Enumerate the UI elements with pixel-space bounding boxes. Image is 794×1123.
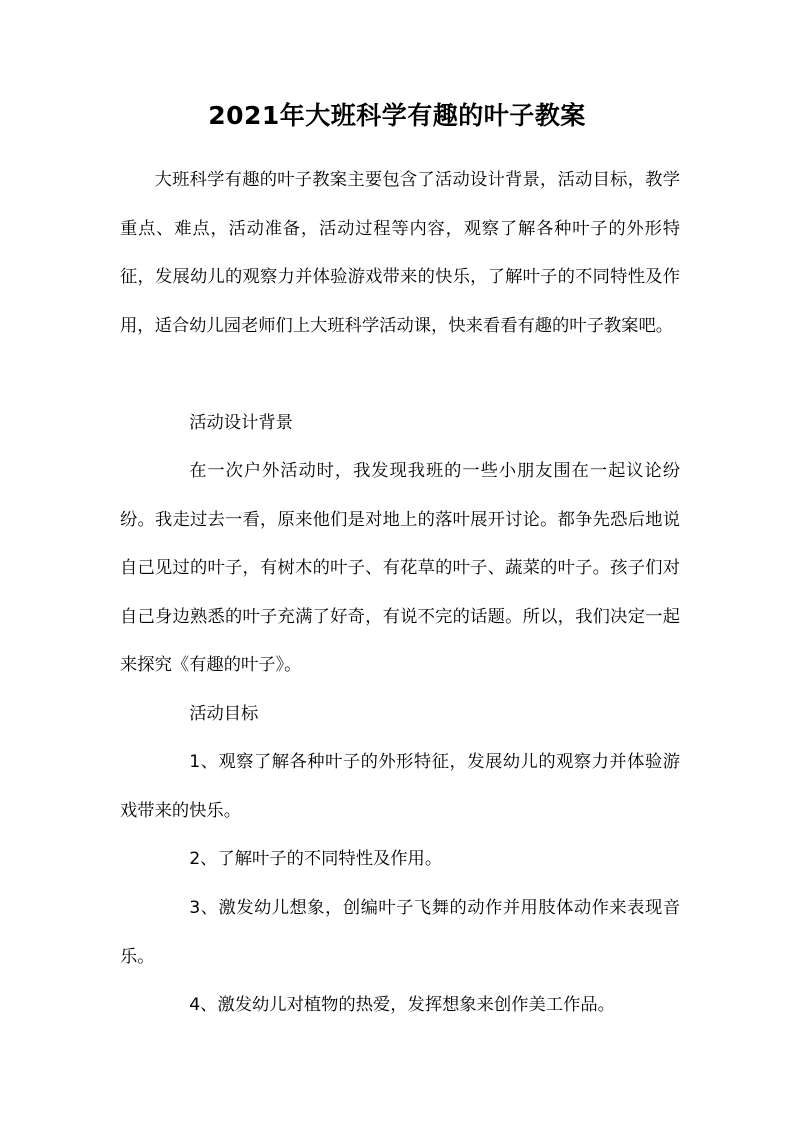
goal-item: 4、激发幼儿对植物的热爱，发挥想象来创作美工作品。 — [189, 995, 615, 1015]
background-paragraph: 在一次户外活动时，我发现我班的一些小朋友围在一起议论纷纷。我走过去一看，原来他们是对地上的落叶展开讨论。都争先恐后地说自己见过的叶子，有树木的叶子、有花草的叶子、蔬菜的叶子。孩子们对自己身边熟悉的叶子充满了好奇，有说不完的话题。所以，我们决定一起来探究《有趣的叶子》。 — [120, 461, 680, 675]
document-title: 2021年大班科学有趣的叶子教案 — [208, 101, 586, 130]
section-heading-goals: 活动目标 — [189, 704, 259, 724]
section-heading-background: 活动设计背景 — [189, 413, 293, 433]
goal-item: 2、了解叶子的不同特性及作用。 — [189, 849, 443, 869]
goal-item: 3、激发幼儿想象，创编叶子飞舞的动作并用肢体动作来表现音乐。 — [120, 898, 680, 967]
goal-item: 1、观察了解各种叶子的外形特征，发展幼儿的观察力并体验游戏带来的快乐。 — [120, 752, 680, 821]
intro-paragraph: 大班科学有趣的叶子教案主要包含了活动设计背景，活动目标，教学重点、难点，活动准备，活动过程等内容，观察了解各种叶子的外形特征，发展幼儿的观察力并体验游戏带来的快乐，了解叶子的不同特性及作用，适合幼儿园老师们上大班科学活动课，快来看看有趣的叶子教案吧。 — [120, 170, 680, 336]
